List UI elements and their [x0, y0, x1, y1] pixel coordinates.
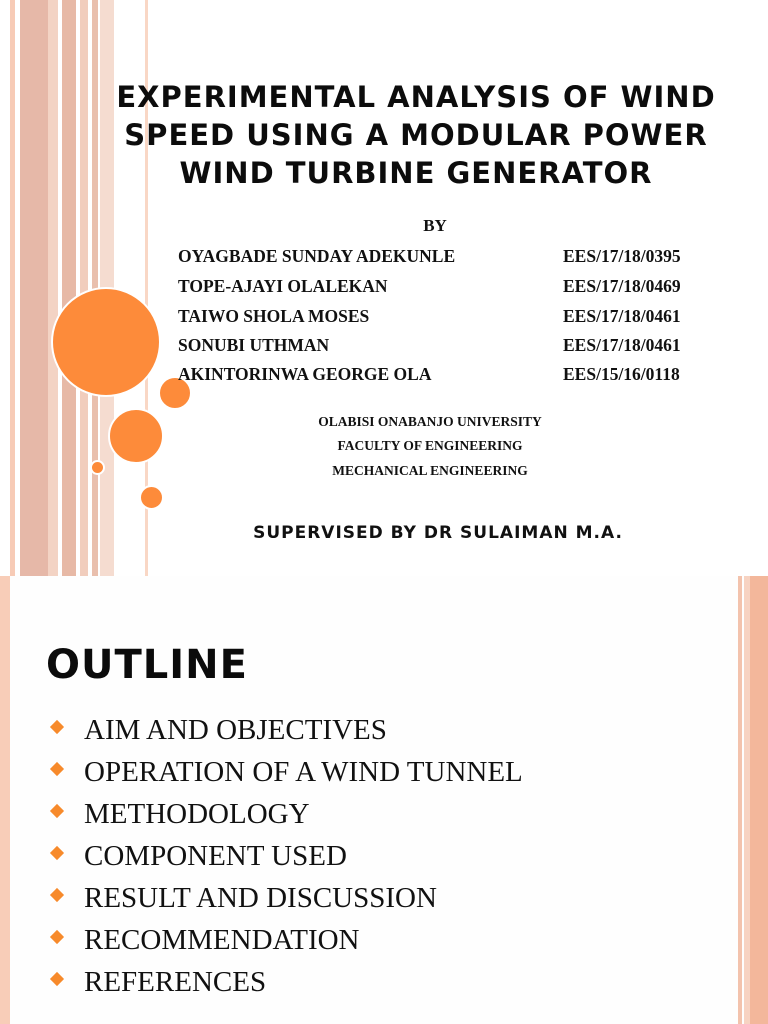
author-name: OYAGBADE SUNDAY ADEKUNLE — [178, 246, 456, 266]
author-row — [178, 246, 698, 270]
orange-diamond-icon — [50, 846, 64, 860]
supervisor-line: SUPERVISED BY DR SULAIMAN M.A. — [253, 523, 623, 543]
decorative-stripe — [0, 576, 10, 1024]
list-item-text: METHODOLOGY — [84, 798, 310, 830]
author-row — [178, 364, 698, 388]
decorative-stripe — [20, 0, 48, 576]
author-name: SONUBI UTHMAN — [178, 335, 330, 355]
list-item — [44, 964, 704, 1006]
list-item — [44, 922, 704, 964]
decorative-stripe — [62, 0, 76, 576]
orange-diamond-icon — [50, 930, 64, 944]
author-id: EES/17/18/0395 — [563, 246, 681, 266]
decorative-circle — [139, 485, 164, 510]
department-name: MECHANICAL ENGINEERING — [332, 463, 528, 478]
author-id: EES/15/16/0118 — [563, 364, 680, 384]
faculty-name: FACULTY OF ENGINEERING — [337, 438, 523, 453]
slide-title — [100, 78, 732, 192]
list-item — [44, 880, 704, 922]
decorative-stripe — [80, 0, 88, 576]
list-item — [44, 838, 704, 880]
decorative-stripe — [738, 576, 742, 1024]
decorative-circle — [51, 287, 161, 397]
decorative-circle — [108, 408, 164, 464]
outline-slide — [0, 576, 768, 1024]
author-row — [178, 306, 698, 330]
list-item — [44, 796, 704, 838]
title-line: SPEED USING A MODULAR POWER — [124, 118, 708, 152]
orange-diamond-icon — [50, 972, 64, 986]
orange-diamond-icon — [50, 762, 64, 776]
decorative-stripe — [10, 0, 15, 576]
decorative-circle — [90, 460, 105, 475]
decorative-stripe — [750, 576, 768, 1024]
list-item-text: AIM AND OBJECTIVES — [84, 714, 387, 746]
list-item-text: COMPONENT USED — [84, 840, 347, 872]
list-item-text: RESULT AND DISCUSSION — [84, 882, 437, 914]
list-item — [44, 712, 704, 754]
by-label: BY — [423, 216, 447, 235]
author-row — [178, 335, 698, 359]
author-id: EES/17/18/0461 — [563, 306, 681, 326]
author-id: EES/17/18/0469 — [563, 276, 681, 296]
orange-diamond-icon — [50, 720, 64, 734]
outline-title: OUTLINE — [46, 642, 248, 688]
title-line: WIND TURBINE GENERATOR — [179, 156, 653, 190]
title-line: EXPERIMENTAL ANALYSIS OF WIND — [116, 80, 716, 114]
orange-diamond-icon — [50, 888, 64, 902]
list-item-text: RECOMMENDATION — [84, 924, 360, 956]
author-row — [178, 276, 698, 300]
list-item-text: REFERENCES — [84, 966, 267, 998]
author-name: TOPE-AJAYI OLALEKAN — [178, 276, 388, 296]
author-id: EES/17/18/0461 — [563, 335, 681, 355]
outline-list — [44, 712, 704, 1006]
decorative-stripe — [48, 0, 58, 576]
list-item-text: OPERATION OF A WIND TUNNEL — [84, 756, 523, 788]
list-item — [44, 754, 704, 796]
orange-diamond-icon — [50, 804, 64, 818]
author-name: TAIWO SHOLA MOSES — [178, 306, 370, 326]
author-name: AKINTORINWA GEORGE OLA — [178, 364, 432, 384]
university-name: OLABISI ONABANJO UNIVERSITY — [318, 414, 542, 429]
